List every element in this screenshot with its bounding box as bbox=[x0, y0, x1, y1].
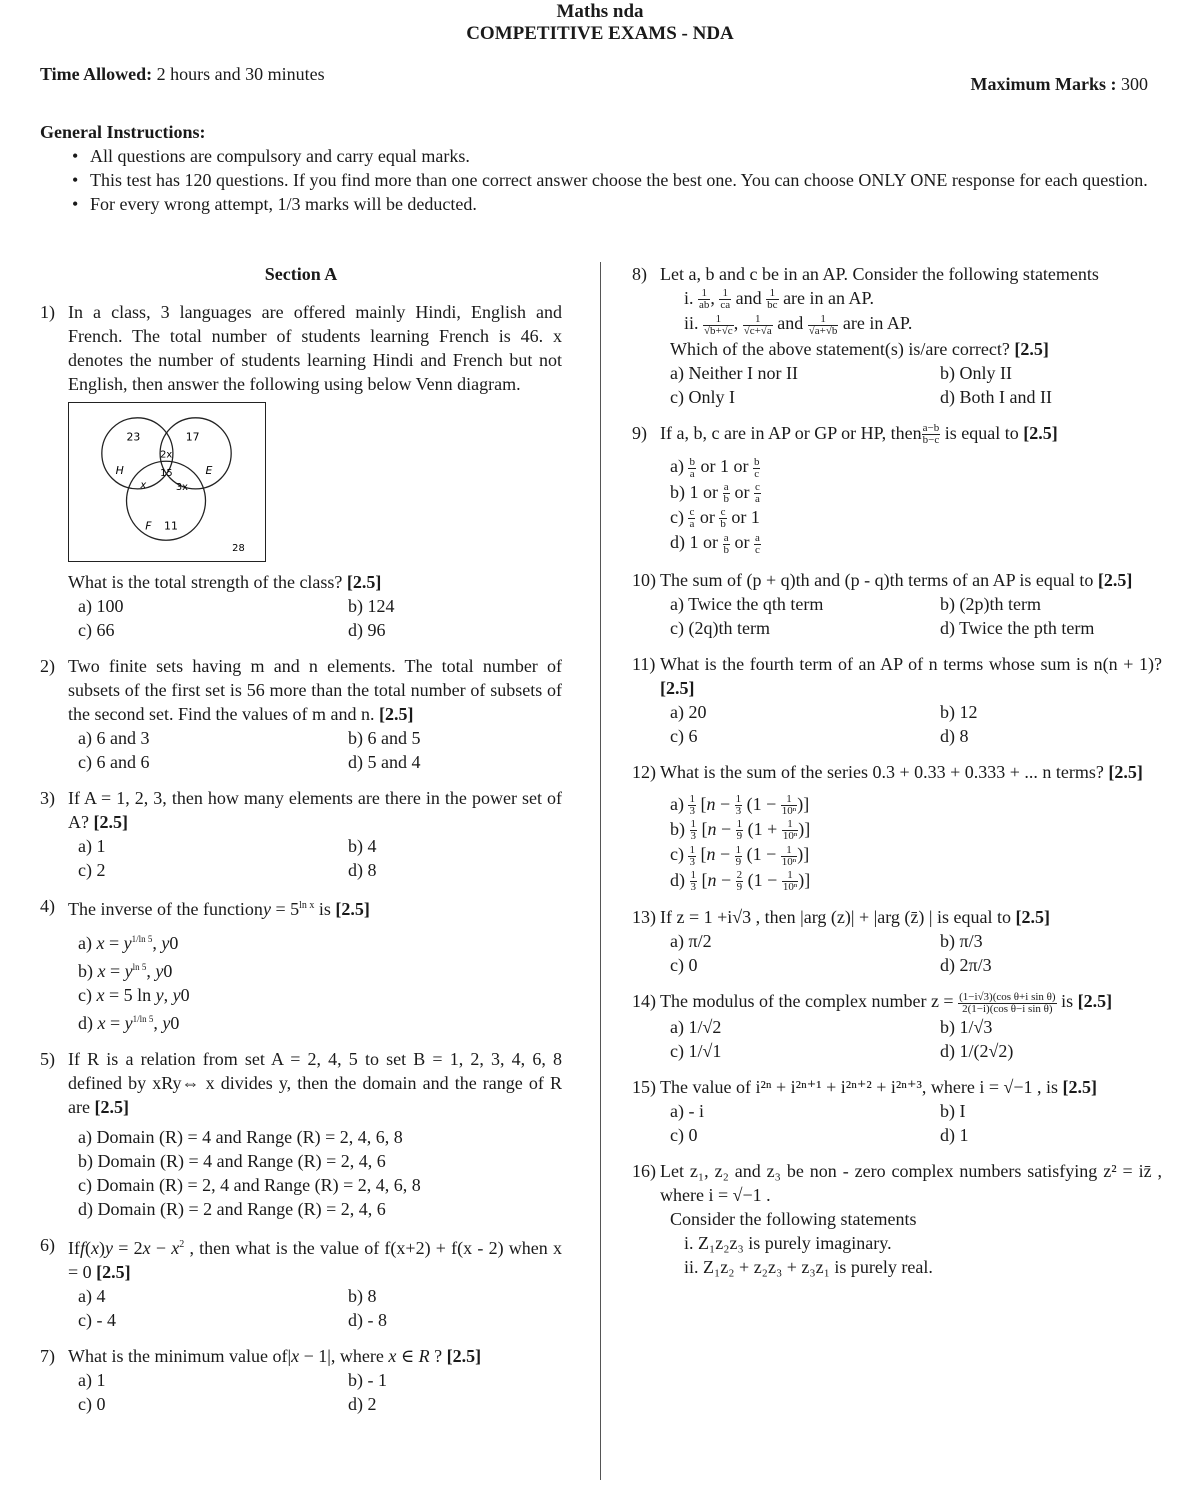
option-d[interactable]: d) 8 bbox=[348, 860, 377, 880]
question-10: 10) The sum of (p + q)th and (p - q)th terms of an AP is equal to [2.5] a) Twice the qth term b) (2p)th term c) (2q)th term d) Twice the pth term bbox=[632, 568, 1162, 640]
option-a[interactable]: a) 6 and 3 bbox=[78, 728, 150, 748]
option-b[interactable]: b) 6 and 5 bbox=[348, 728, 421, 748]
statement-1: i. $\frac{1}{ab}$ , $\frac{1}{ca}$ and $\frac{1}{bc}$ are in an AP. bbox=[684, 287, 875, 312]
option-a[interactable]: a) 20 bbox=[670, 701, 707, 722]
option-a[interactable]: a) 1/√2 bbox=[670, 1016, 722, 1037]
option-a[interactable]: a) $\frac{b}{a}$ or 1 or $\frac{b}{c}$ bbox=[670, 455, 760, 480]
venn-label: 11 bbox=[164, 519, 178, 533]
option-b[interactable]: b) $x = y^{ln 5}$, y0 bbox=[78, 961, 173, 981]
question-16: 16) Let z₁, z₂ and z₃ be non - zero complex numbers satisfying z² = iz̄ , where i = √−1 . Consider the following statements i. Z₁z₂z₃ is purely imaginary. ii. Z₁z₂ + z₂z₃ + z₃z₁ is purely real. bbox=[632, 1160, 1162, 1277]
option-d[interactable]: d) 2 bbox=[348, 1394, 377, 1414]
option-a[interactable]: a) $\frac{1}{3}$ [n − $\frac{1}{3}$ (1 − $\frac{1}{\text{10ⁿ}}$ )] bbox=[670, 793, 810, 817]
column-divider bbox=[600, 262, 601, 1480]
option-d[interactable]: d) 1 bbox=[940, 1124, 969, 1145]
option-c[interactable]: c) (2q)th term bbox=[670, 617, 770, 638]
question-14: 14) The modulus of the complex number z = $\frac{\text{(1−i√3)(cos θ+i sin θ)}}{\text{2(1−i)(cos θ−i sin θ)}}$ is [2.5] a) 1/√2 b) 1/√3 c) 1/√1 d) 1/(2√2) bbox=[632, 989, 1162, 1062]
question-2: 2) Two finite sets having m and n elements. The total number of subsets of the first set is 56 more than the total number of subsets of the second set. Find the values of m and n. [2.5] a) 6 and 3 b) 6 and 5 c) 6 and 6 d) 5 and 4 bbox=[40, 654, 562, 774]
option-a[interactable]: a) Neither I nor II bbox=[670, 362, 798, 383]
option-c[interactable]: c) - 4 bbox=[78, 1310, 116, 1330]
option-a[interactable]: a) 4 bbox=[78, 1286, 106, 1306]
option-d[interactable]: d) Domain (R) = 2 and Range (R) = 2, 4, 6 bbox=[78, 1199, 386, 1219]
statement-2: ii. Z₁z₂ + z₂z₃ + z₃z₁ is purely real. bbox=[684, 1256, 933, 1277]
option-b[interactable]: b) I bbox=[940, 1100, 966, 1121]
option-c[interactable]: c) 2 bbox=[78, 860, 106, 880]
option-c[interactable]: c) 0 bbox=[670, 1124, 698, 1145]
question-4: 4) The inverse of the functiony = $5^{ln x}$ is [2.5] a) $x = y^{1/ln 5}$, y0 b) $x = y^{ln 5}$, y0 c) x = 5 ln y, y0 d) $x = y^{1/ln 5}$, y0 bbox=[40, 894, 562, 1035]
option-a[interactable]: a) - i bbox=[670, 1100, 704, 1121]
question-3: 3) If A = 1, 2, 3, then how many elements are there in the power set of A? [2.5] a) 1 b) 4 c) 2 d) 8 bbox=[40, 786, 562, 882]
question-8: 8) Let a, b and c be in an AP. Consider the following statements i. $\frac{1}{ab}$ , $\frac{1}{ca}$ and $\frac{1}{bc}$ are in an AP. ii. $\frac{1}{√b+√c}$ , $\frac{1}{√c+√a}$ and $\frac{1}{√a+√b}$ are in AP. Which of the above statement(s) is/are correct? [2.5] a) Neither I nor II b) Only II c) Only I d) Both I and II bbox=[632, 262, 1162, 409]
left-column bbox=[40, 262, 562, 1428]
option-c[interactable]: c) 6 and 6 bbox=[78, 752, 150, 772]
option-b[interactable]: b) π/3 bbox=[940, 931, 983, 952]
option-d[interactable]: d) 5 and 4 bbox=[348, 752, 421, 772]
option-d[interactable]: d) 2π/3 bbox=[940, 955, 992, 976]
option-b[interactable]: b) 1 or $\frac{a}{b}$ or $\frac{c}{a}$ bbox=[670, 480, 760, 505]
venn-label: 3x bbox=[175, 481, 188, 493]
option-c[interactable]: c) 0 bbox=[78, 1394, 106, 1414]
option-a[interactable]: a) Domain (R) = 4 and Range (R) = 2, 4, 6, 8 bbox=[78, 1127, 403, 1147]
venn-label: 23 bbox=[126, 430, 141, 444]
option-b[interactable]: b) 12 bbox=[940, 701, 978, 722]
option-d[interactable]: d) $\frac{1}{3}$ [n − $\frac{2}{9}$ (1 − $\frac{1}{\text{10ⁿ}}$ )] bbox=[670, 869, 811, 894]
question-15: 15) The value of i²ⁿ + i²ⁿ⁺¹ + i²ⁿ⁺² + i²ⁿ⁺³, where i = √−1 , is [2.5] a) - i b) I c) 0 d) 1 bbox=[632, 1075, 1162, 1147]
instruction-item: • All questions are compulsory and carry equal marks. bbox=[70, 144, 1165, 168]
question-7: 7) What is the minimum value of|x − 1|, where x ∈ R ? [2.5] a) 1 b) - 1 c) 0 d) 2 bbox=[40, 1344, 562, 1416]
document-subtitle: COMPETITIVE EXAMS - NDA bbox=[466, 23, 734, 44]
option-d[interactable]: d) $x = y^{1/ln 5}$, y0 bbox=[78, 1013, 180, 1033]
option-b[interactable]: b) 124 bbox=[348, 596, 395, 616]
venn-label: 28 bbox=[232, 543, 245, 555]
option-c[interactable]: c) $\frac{1}{3}$ [n − $\frac{1}{9}$ (1 − $\frac{1}{\text{10ⁿ}}$ )] bbox=[670, 843, 810, 868]
document-title: Maths nda bbox=[556, 1, 644, 22]
venn-label: 2x bbox=[160, 449, 173, 461]
option-a[interactable]: a) 100 bbox=[78, 596, 124, 616]
statement-2: ii. $\frac{1}{√b+√c}$ , $\frac{1}{√c+√a}$ and $\frac{1}{√a+√b}$ are in AP. bbox=[684, 312, 913, 337]
venn-diagram bbox=[68, 402, 266, 562]
question-1: 1) In a class, 3 languages are offered mainly Hindi, English and French. The total number of students learning French is 46. x denotes the number of students learning Hindi and French but not English, then answer the following using below Venn diagram. 23 17 2x 15 x 3x 11 28 H E F What is the total strength of the class? [2.5] a) 100 b) 124 c) 66 d) 96 bbox=[40, 300, 562, 642]
option-c[interactable]: c) 66 bbox=[78, 620, 115, 640]
maximum-marks: Maximum Marks : 300 bbox=[970, 74, 1148, 94]
instruction-item: • For every wrong attempt, 1/3 marks will be deducted. bbox=[70, 192, 1165, 216]
venn-label: 17 bbox=[185, 430, 200, 444]
option-a[interactable]: a) π/2 bbox=[670, 931, 712, 952]
instructions-title: General Instructions: bbox=[40, 122, 206, 142]
option-b[interactable]: b) $\frac{1}{3}$ [n − $\frac{1}{9}$ (1 + $\frac{1}{\text{10ⁿ}}$ )] bbox=[670, 818, 811, 843]
option-c[interactable]: c) Only I bbox=[670, 386, 735, 407]
option-d[interactable]: d) 1/(2√2) bbox=[940, 1040, 1014, 1061]
option-b[interactable]: b) - 1 bbox=[348, 1370, 387, 1390]
option-d[interactable]: d) 8 bbox=[940, 725, 969, 746]
option-a[interactable]: a) Twice the qth term bbox=[670, 593, 824, 614]
option-b[interactable]: b) 1/√3 bbox=[940, 1016, 993, 1037]
option-c[interactable]: c) x = 5 ln y, y0 bbox=[78, 985, 190, 1005]
option-d[interactable]: d) - 8 bbox=[348, 1310, 387, 1330]
option-d[interactable]: d) 1 or $\frac{a}{b}$ or $\frac{a}{c}$ bbox=[670, 531, 760, 556]
option-b[interactable]: b) 8 bbox=[348, 1286, 377, 1306]
option-c[interactable]: c) 6 bbox=[670, 725, 698, 746]
question-13: 13) If z = 1 +i√3 , then |arg (z)| + |arg (z̄) | is equal to [2.5] a) π/2 b) π/3 c) 0 d) 2π/3 bbox=[632, 905, 1162, 977]
question-6: 6) $Iff(x)y = 2x - x^2$ , then what is the value of f(x+2) + f(x - 2) when x = 0 [2.5] a) 4 b) 8 c) - 4 d) - 8 bbox=[40, 1233, 562, 1332]
question-9: 9) If a, b, c are in AP or GP or HP, then $\frac{a-b}{b-c}$ is equal to [2.5] a) $\frac{b}{a}$ or 1 or $\frac{b}{c}$ b) 1 or $\frac{a}{b}$ or $\frac{c}{a}$ c) $\frac{c}{a}$ or $\frac{c}{b}$ or 1 d) 1 or $\frac{a}{b}$ or $\frac{a}{c}$ bbox=[632, 421, 1162, 556]
option-d[interactable]: d) Both I and II bbox=[940, 386, 1052, 407]
instructions-list bbox=[70, 144, 1165, 216]
option-c[interactable]: c) 1/√1 bbox=[670, 1040, 722, 1061]
venn-label: E bbox=[205, 464, 213, 478]
venn-label: 15 bbox=[160, 468, 173, 480]
statement-1: i. Z₁z₂z₃ is purely imaginary. bbox=[684, 1232, 892, 1253]
venn-label: F bbox=[145, 519, 152, 533]
section-title: Section A bbox=[264, 264, 338, 284]
venn-label: x bbox=[140, 479, 147, 491]
option-c[interactable]: c) 0 bbox=[670, 955, 698, 976]
option-b[interactable]: b) Only II bbox=[940, 362, 1012, 383]
question-11: 11) What is the fourth term of an AP of n terms whose sum is n(n + 1)? [2.5] a) 20 b) 12 c) 6 d) 8 bbox=[632, 652, 1162, 748]
option-a[interactable]: a) 1 bbox=[78, 1370, 106, 1390]
instruction-item: • This test has 120 questions. If you find more than one correct answer choose the best one. You can choose ONLY ONE response for each question. bbox=[70, 168, 1165, 192]
option-c[interactable]: c) $\frac{c}{a}$ or $\frac{c}{b}$ or 1 bbox=[670, 506, 760, 531]
option-b[interactable]: b) 4 bbox=[348, 836, 377, 856]
option-d[interactable]: d) Twice the pth term bbox=[940, 617, 1095, 638]
venn-label: H bbox=[115, 464, 124, 478]
right-column bbox=[632, 262, 1162, 1291]
option-a[interactable]: a) 1 bbox=[78, 836, 106, 856]
question-12: 12) What is the sum of the series 0.3 + 0.33 + 0.333 + ... n terms? [2.5] a) $\frac{1}{3}$ [n − $\frac{1}{3}$ (1 − $\frac{1}{\text{10ⁿ}}$ )] b) $\frac{1}{3}$ [n − $\frac{1}{9}$ (1 + $\frac{1}{\text{10ⁿ}}$ )] c) $\frac{1}{3}$ [n − $\frac{1}{9}$ (1 − $\frac{1}{\text{10ⁿ}}$ )] d) $\frac{1}{3}$ [n − $\frac{2}{9}$ (1 − $\frac{1}{\text{10ⁿ}}$ )] bbox=[632, 760, 1162, 894]
option-a[interactable]: a) $x = y^{1/ln 5}$, y0 bbox=[78, 933, 179, 953]
option-c[interactable]: c) Domain (R) = 2, 4 and Range (R) = 2, 4, 6, 8 bbox=[78, 1175, 421, 1195]
time-allowed: Time Allowed: 2 hours and 30 minutes bbox=[40, 64, 325, 84]
option-b[interactable]: b) (2p)th term bbox=[940, 593, 1041, 614]
question-5: 5) If R is a relation from set A = 2, 4, 5 to set B = 1, 2, 3, 4, 6, 8 defined by xRy⇔ x divides y, then the domain and the range of R are [2.5] a) Domain (R) = 4 and Range (R) = 2, 4, 6, 8 b) Domain (R) = 4 and Range (R) = 2, 4, 6 c) Domain (R) = 2, 4 and Range (R) = 2, 4, 6, 8 d) Domain (R) = 2 and Range (R) = 2, 4, 6 bbox=[40, 1049, 562, 1219]
option-d[interactable]: d) 96 bbox=[348, 620, 386, 640]
option-b[interactable]: b) Domain (R) = 4 and Range (R) = 2, 4, 6 bbox=[78, 1151, 386, 1171]
